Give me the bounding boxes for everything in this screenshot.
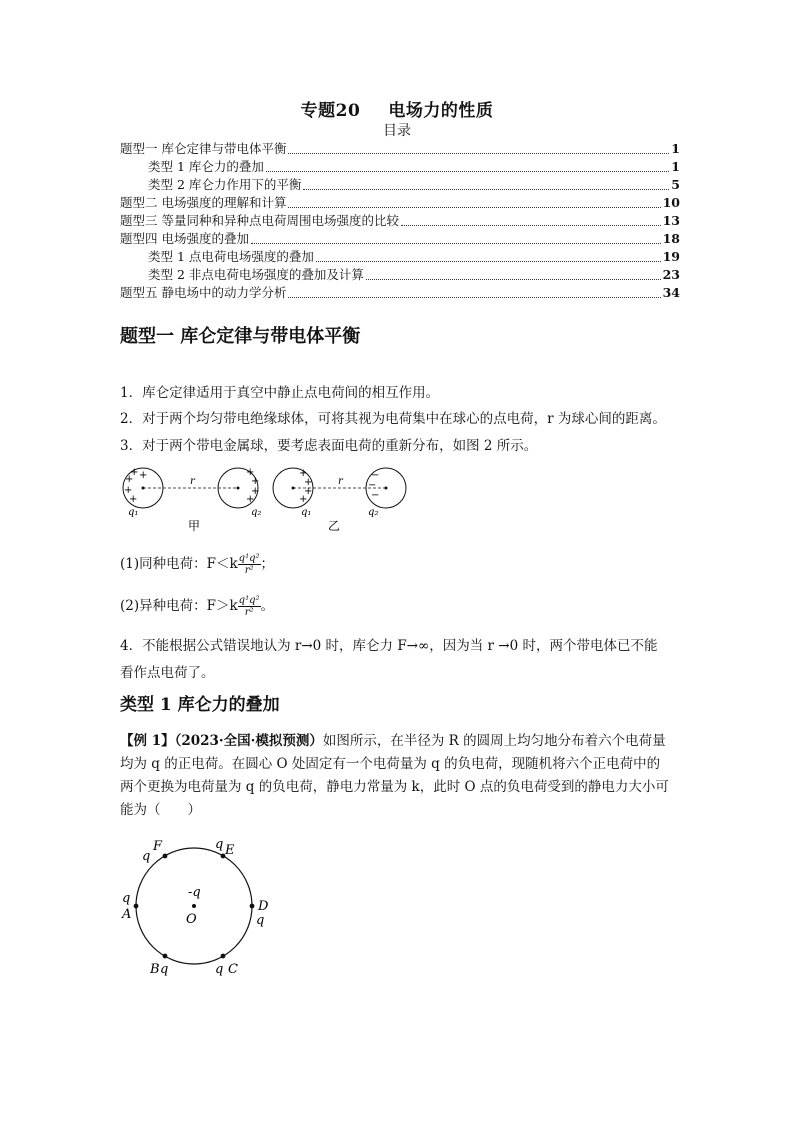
point-C	[221, 954, 226, 959]
page-title	[0, 96, 794, 121]
svg-text:F: F	[153, 839, 163, 854]
svg-text:A: A	[122, 907, 132, 922]
paragraph-4a: 4．不能根据公式错误地认为 r→0 时，库仑力 F→∞，因为当 r →0 时，两个带电体已不能	[120, 638, 658, 654]
svg-text:−: −	[371, 470, 380, 481]
svg-text:+: +	[129, 494, 138, 505]
svg-text:+: +	[130, 467, 139, 478]
charged-spheres-figure	[118, 462, 418, 534]
toc-item[interactable]: 题型二 电场强度的理解和计算 10	[120, 195, 680, 210]
table-of-contents	[120, 140, 680, 302]
point-A	[134, 904, 139, 909]
point-B	[163, 954, 168, 959]
svg-text:+: +	[251, 486, 260, 497]
svg-text:+: +	[299, 494, 308, 505]
point-F	[163, 854, 168, 859]
figure-label-a: 甲	[188, 519, 201, 533]
svg-text:+: +	[246, 494, 255, 505]
svg-text:q: q	[215, 962, 224, 977]
svg-text:+: +	[304, 477, 313, 488]
formula-opposite-charge: (2)异种电荷：F＞k $\frac{\text{q¹q²}}{\text{r²}}$ 。	[120, 595, 274, 618]
toc-item[interactable]: 类型 2 非点电荷电场强度的叠加及计算 23	[148, 267, 680, 282]
svg-text:+: +	[304, 486, 313, 497]
toc-heading: 目录	[383, 123, 411, 139]
svg-text:+: +	[246, 467, 255, 478]
svg-text:B: B	[150, 962, 160, 977]
svg-text:-q: -q	[188, 885, 201, 900]
toc-item[interactable]: 类型 1 库仑力的叠加 1	[148, 159, 680, 174]
svg-text:+: +	[124, 485, 133, 496]
toc-item[interactable]: 题型四 电场强度的叠加 18	[120, 231, 680, 246]
toc-item[interactable]: 类型 2 库仑力作用下的平衡 5	[148, 177, 680, 192]
toc-item[interactable]: 题型五 静电场中的动力学分析 34	[120, 285, 680, 300]
subsection-heading: 类型 1 库仑力的叠加	[120, 695, 280, 715]
ring-charges-figure	[112, 832, 282, 980]
svg-text:E: E	[225, 843, 235, 858]
formula-same-charge: (1)同种电荷：F＜k $\frac{\text{q¹q²}}{\text{r²}}$ ；	[120, 553, 274, 576]
svg-text:+: +	[139, 470, 148, 481]
paragraph-3: 3．对于两个带电金属球，要考虑表面电荷的重新分布，如图 2 所示。	[120, 438, 538, 454]
toc-item[interactable]: 题型三 等量同种和异种点电荷周围电场强度的比较 13	[120, 213, 680, 228]
charge-label-q2-a: q₂	[251, 507, 262, 518]
toc-item[interactable]: 题型一 库仑定律与带电体平衡 1	[120, 141, 680, 156]
svg-text:q: q	[215, 837, 224, 852]
svg-text:−: −	[371, 490, 380, 501]
charge-label-q1-b: q₁	[301, 507, 312, 518]
title-name: 电场力的性质	[388, 101, 494, 121]
svg-text:+: +	[125, 474, 134, 485]
charge-label-q2-b: q₂	[368, 507, 379, 518]
example-tag: 【例 1】（2023·全国·模拟预测）	[120, 733, 323, 749]
svg-text:q: q	[142, 849, 151, 864]
section-heading: 题型一 库仑定律与带电体平衡	[120, 326, 361, 347]
svg-text:D: D	[258, 899, 269, 914]
example-1: 【例 1】（2023·全国·模拟预测）如图所示，在半径为 R 的圆周上均匀地分布着六个电荷量 均为 q 的正电荷。在圆心 O 处固定有一个电荷量为 q 的负电荷，现随机将六个正电荷中的 两个更换为电荷量为 q 的负电荷，静电力常量为 k，此时 O 点的负电荷受到的静电力大小可 能为（ ）	[120, 733, 669, 818]
paragraph-2: 2．对于两个均匀带电绝缘球体，可将其视为电荷集中在球心的点电荷，r 为球心间的距离。	[120, 411, 666, 427]
figure-label-b: 乙	[328, 519, 341, 533]
paragraph-4b: 看作点电荷了。	[120, 665, 215, 681]
svg-text:O: O	[186, 912, 197, 927]
title-topic: 专题20	[300, 101, 361, 121]
point-D	[250, 904, 255, 909]
distance-label-a: r	[190, 476, 195, 487]
toc-item[interactable]: 类型 1 点电荷电场强度的叠加 19	[148, 249, 680, 264]
charge-label-q1-a: q₁	[128, 507, 139, 518]
svg-text:−: −	[368, 480, 377, 491]
svg-text:+: +	[299, 468, 308, 479]
svg-text:C: C	[228, 962, 238, 977]
svg-text:q: q	[256, 913, 265, 928]
svg-text:q: q	[122, 891, 131, 906]
paragraph-1: 1．库仑定律适用于真空中静止点电荷间的相互作用。	[120, 385, 440, 401]
distance-label-b: r	[338, 476, 343, 487]
svg-text:q: q	[160, 962, 169, 977]
svg-text:+: +	[251, 476, 260, 487]
center-dot	[192, 904, 196, 908]
